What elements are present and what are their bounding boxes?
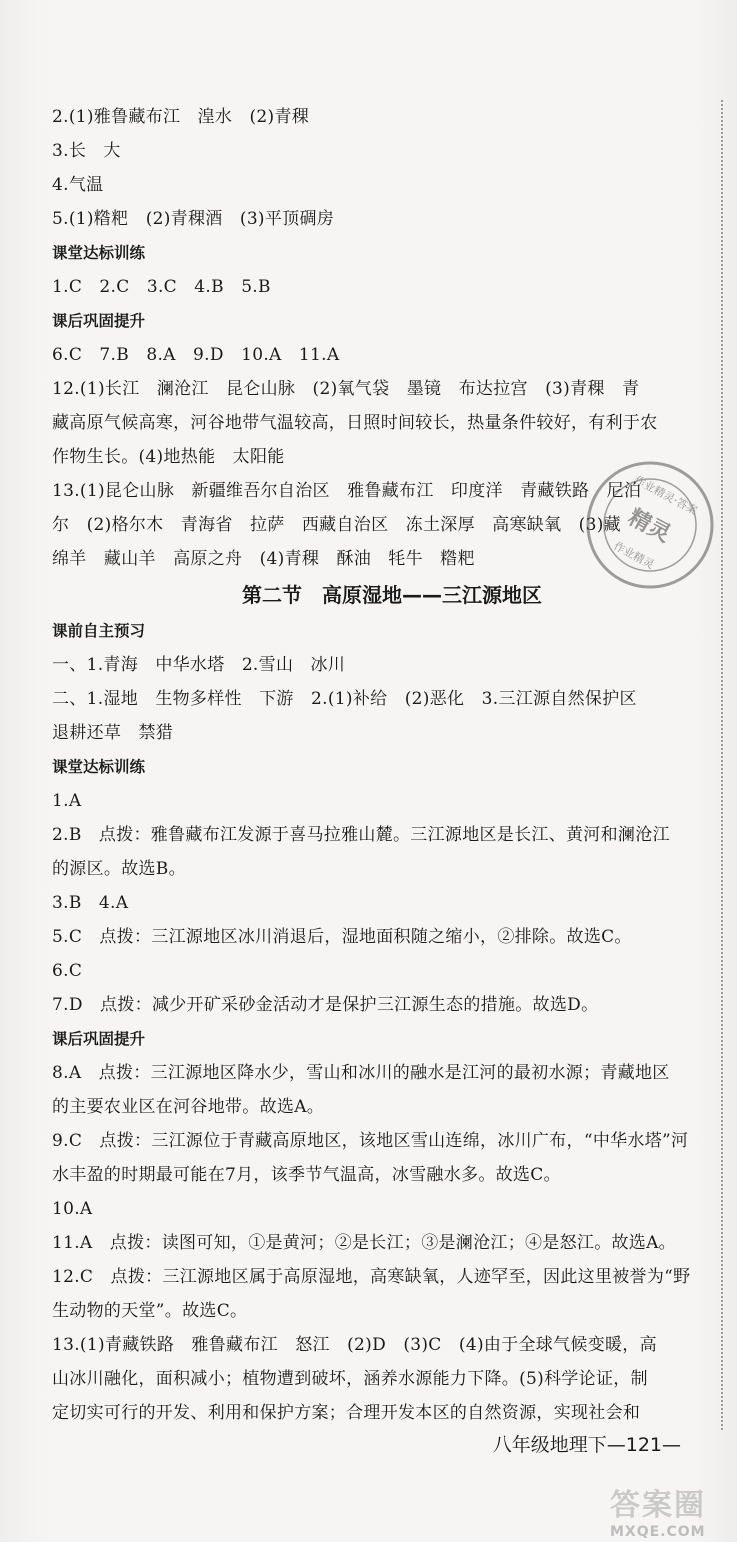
section-heading: 课堂达标训练: [52, 244, 146, 262]
stamp-text-ring: 作业精灵·答案: [631, 473, 700, 518]
answer-line: 一、1.青海 中华水塔 2.雪山 冰川: [52, 655, 346, 675]
answer-line-continued: 尔 (2)格尔木 青海省 拉萨 西藏自治区 冻土深厚 高寒缺氧 (3)藏: [52, 515, 621, 535]
answer-line: 3.B 4.A: [52, 893, 129, 913]
answer-line: 2.(1)雅鲁藏布江 湟水 (2)青稞: [52, 107, 310, 127]
answer-line: 7.D 点拨：减少开矿采砂金活动才是保护三江源生态的措施。故选D。: [52, 995, 599, 1015]
stamp-text-main: 精灵: [623, 504, 675, 548]
answer-line: 5.C 点拨：三江源地区冰川消退后，湿地面积随之缩小，②排除。故选C。: [52, 927, 632, 947]
answer-line: 3.长 大: [52, 141, 121, 161]
page-footer: 八年级地理下—121—: [492, 1434, 681, 1456]
answer-line-continued: 山冰川融化，面积减小；植物遭到破坏，涵养水源能力下降。(5)科学论证，制: [52, 1369, 648, 1389]
section-heading: 课堂达标训练: [52, 758, 146, 776]
answer-line-continued: 的源区。故选B。: [52, 859, 186, 879]
answer-line: 9.C 点拨：三江源位于青藏高原地区，该地区雪山连绵，冰川广布，“中华水塔”河: [52, 1131, 689, 1151]
answer-line: 4.气温: [52, 175, 104, 195]
answer-line-continued: 生动物的天堂”。故选C。: [52, 1301, 248, 1321]
answer-line-continued: 定切实可行的开发、利用和保护方案；合理开发本区的自然资源，实现社会和: [52, 1403, 641, 1423]
answer-line: 1.C 2.C 3.C 4.B 5.B: [52, 277, 271, 297]
answer-line-continued: 作物生长。(4)地热能 太阳能: [52, 447, 285, 467]
answer-line-continued: 退耕还草 禁猎: [52, 723, 174, 743]
chapter-title: 第二节 高原湿地——三江源地区: [242, 583, 542, 607]
watermark-main: 答案圈: [610, 1488, 706, 1523]
answer-line: 8.A 点拨：三江源地区降水少，雪山和冰川的融水是江河的最初水源；青藏地区: [52, 1063, 670, 1083]
answer-line: 13.(1)青藏铁路 雅鲁藏布江 怒江 (2)D (3)C (4)由于全球气候变暖，高: [52, 1335, 657, 1355]
answer-line: 13.(1)昆仑山脉 新疆维吾尔自治区 雅鲁藏布江 印度洋 青藏铁路 尼泊: [52, 481, 642, 501]
answer-line: 12.(1)长江 澜沧江 昆仑山脉 (2)氧气袋 墨镜 布达拉宫 (3)青稞 青: [52, 379, 640, 399]
answer-line: 2.B 点拨：雅鲁藏布江发源于喜马拉雅山麓。三江源地区是长江、黄河和澜沧江: [52, 825, 670, 845]
answer-line: 10.A: [52, 1199, 93, 1219]
watermark-sub: MXQE.COM: [610, 1524, 706, 1540]
answer-line: 6.C: [52, 961, 83, 981]
answer-line: 6.C 7.B 8.A 9.D 10.A 11.A: [52, 345, 340, 365]
answer-line: 12.C 点拨：三江源地区属于高原湿地，高寒缺氧，人迹罕至，因此这里被誉为“野: [52, 1267, 691, 1287]
section-heading: 课后巩固提升: [52, 1030, 146, 1048]
watermark: [610, 1480, 706, 1540]
answer-line: 11.A 点拨：读图可知，①是黄河；②是长江；③是澜沧江；④是怒江。故选A。: [52, 1233, 676, 1253]
answer-line: 1.A: [52, 791, 82, 811]
answer-line-continued: 藏高原气候高寒，河谷地带气温较高，日照时间较长，热量条件较好，有利于农: [52, 413, 658, 433]
answer-line: 5.(1)糌粑 (2)青稞酒 (3)平顶碉房: [52, 209, 335, 229]
answer-content: [52, 100, 692, 1430]
answer-line-continued: 绵羊 藏山羊 高原之舟 (4)青稞 酥油 牦牛 糌粑: [52, 549, 475, 569]
stamp-text-sub: 作业精灵: [611, 539, 657, 572]
section-heading: 课前自主预习: [52, 622, 146, 640]
answer-line: 二、1.湿地 生物多样性 下游 2.(1)补给 (2)恶化 3.三江源自然保护区: [52, 689, 637, 709]
answer-line-continued: 的主要农业区在河谷地带。故选A。: [52, 1097, 325, 1117]
section-heading: 课后巩固提升: [52, 312, 146, 330]
binding-edge: [721, 100, 723, 1430]
answer-line-continued: 水丰盈的时期最可能在7月，该季节气温高，冰雪融水多。故选C。: [52, 1165, 561, 1185]
